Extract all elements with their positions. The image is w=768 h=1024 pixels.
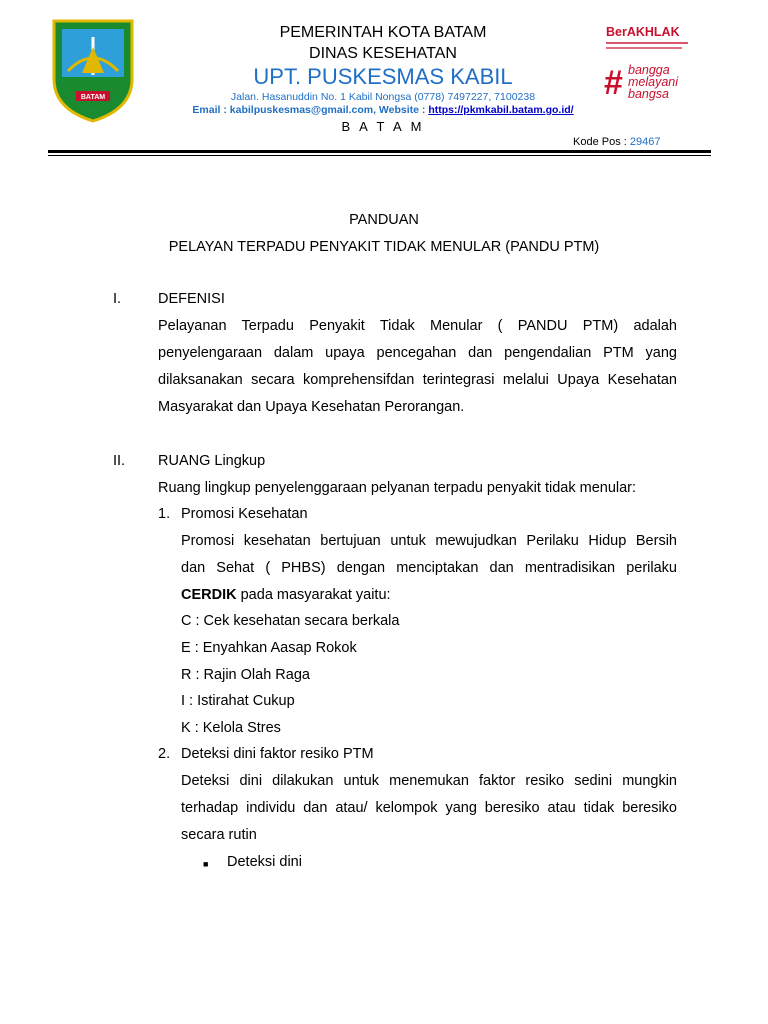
- list-item-title: Deteksi dini faktor resiko PTM: [181, 746, 374, 762]
- bullet-icon: ■: [203, 859, 209, 869]
- list-number: 1.: [158, 506, 171, 522]
- berakhlak-tagline-bar: [606, 47, 682, 49]
- paragraph-line: dilaksanakan secara komprehensifdan terintegrasi melalui Upaya Kesehatan: [158, 372, 677, 388]
- paragraph-line: Ruang lingkup penyelenggaraan pelyanan terpadu penyakit tidak menular:: [158, 480, 637, 496]
- cerdik-rest: pada masyarakat yaitu:: [236, 587, 391, 603]
- list-number: 2.: [158, 746, 171, 762]
- cerdik-item: R : Rajin Olah Raga: [181, 667, 310, 683]
- berakhlak-logo: BerAKHLAK: [606, 25, 680, 39]
- postal-code-value: 29467: [629, 136, 661, 148]
- letterhead-government: PEMERINTAH KOTA BATAM: [279, 24, 487, 41]
- postal-code: [573, 136, 660, 148]
- cerdik-item: C : Cek kesehatan secara berkala: [181, 613, 400, 629]
- letterhead-address: Jalan. Hasanuddin No. 1 Kabil Nongsa (0778) 7497227, 7100238: [230, 91, 536, 103]
- cerdik-item: K : Kelola Stres: [181, 720, 281, 736]
- svg-text:BATAM: BATAM: [80, 94, 106, 101]
- bullet-item: Deteksi dini: [227, 854, 302, 870]
- section-heading: RUANG Lingkup: [158, 453, 266, 469]
- letterhead-city: B A T A M: [341, 119, 425, 134]
- document-title: PANDUAN: [349, 212, 419, 228]
- paragraph-line: dan Sehat ( PHBS) dengan menciptakan dan mentradisikan perilaku: [181, 560, 677, 576]
- paragraph-line: Masyarakat dan Upaya Kesehatan Perorangan.: [158, 399, 465, 415]
- list-item-title: Promosi Kesehatan: [181, 506, 308, 522]
- paragraph-line: penyelengaraan dalam upaya pencegahan dan pengendalian PTM yang: [158, 345, 677, 361]
- letterhead-divider: [48, 155, 711, 156]
- letterhead-institution: UPT. PUSKESMAS KABIL: [253, 64, 513, 89]
- cerdik-item: E : Enyahkan Aasap Rokok: [181, 640, 357, 656]
- paragraph-line: Deteksi dini dilakukan untuk menemukan faktor resiko sedini mungkin: [181, 773, 677, 789]
- paragraph-line: Pelayanan Terpadu Penyakit Tidak Menular ( PANDU PTM) adalah: [158, 318, 677, 334]
- cerdik-item: I : Istirahat Cukup: [181, 693, 295, 709]
- paragraph-line: terhadap individu dan atau/ kelompok yang beresiko atau tidak beresiko: [181, 800, 677, 816]
- letterhead-department: DINAS KESEHATAN: [309, 45, 457, 62]
- postal-code-label: Kode Pos :: [573, 136, 630, 148]
- cerdik-term: CERDIK: [181, 587, 237, 603]
- paragraph-line: Promosi kesehatan bertujuan untuk mewujudkan Perilaku Hidup Bersih: [181, 533, 677, 549]
- email-text: Email : kabilpuskesmas@gmail.com, Website :: [192, 104, 429, 116]
- berakhlak-tagline-bar: [606, 42, 688, 44]
- batam-city-logo: [50, 17, 136, 123]
- document-subtitle: PELAYAN TERPADU PENYAKIT TIDAK MENULAR (PANDU PTM): [168, 239, 600, 255]
- bangga-melayani-bangsa-logo: [628, 64, 678, 100]
- website-link[interactable]: https://pkmkabil.batam.go.id/: [428, 104, 574, 116]
- slogan-line: bangsa: [628, 87, 670, 101]
- paragraph-line: [181, 587, 391, 603]
- slogan-line: bangga: [628, 63, 670, 77]
- hashtag-icon: #: [604, 64, 623, 102]
- section-number: I.: [113, 291, 122, 307]
- paragraph-line: secara rutin: [181, 827, 257, 843]
- letterhead-contact: [150, 104, 616, 116]
- slogan-line: melayani: [628, 75, 679, 89]
- section-number: II.: [113, 453, 126, 469]
- letterhead-divider: [48, 150, 711, 153]
- section-heading: DEFENISI: [158, 291, 225, 307]
